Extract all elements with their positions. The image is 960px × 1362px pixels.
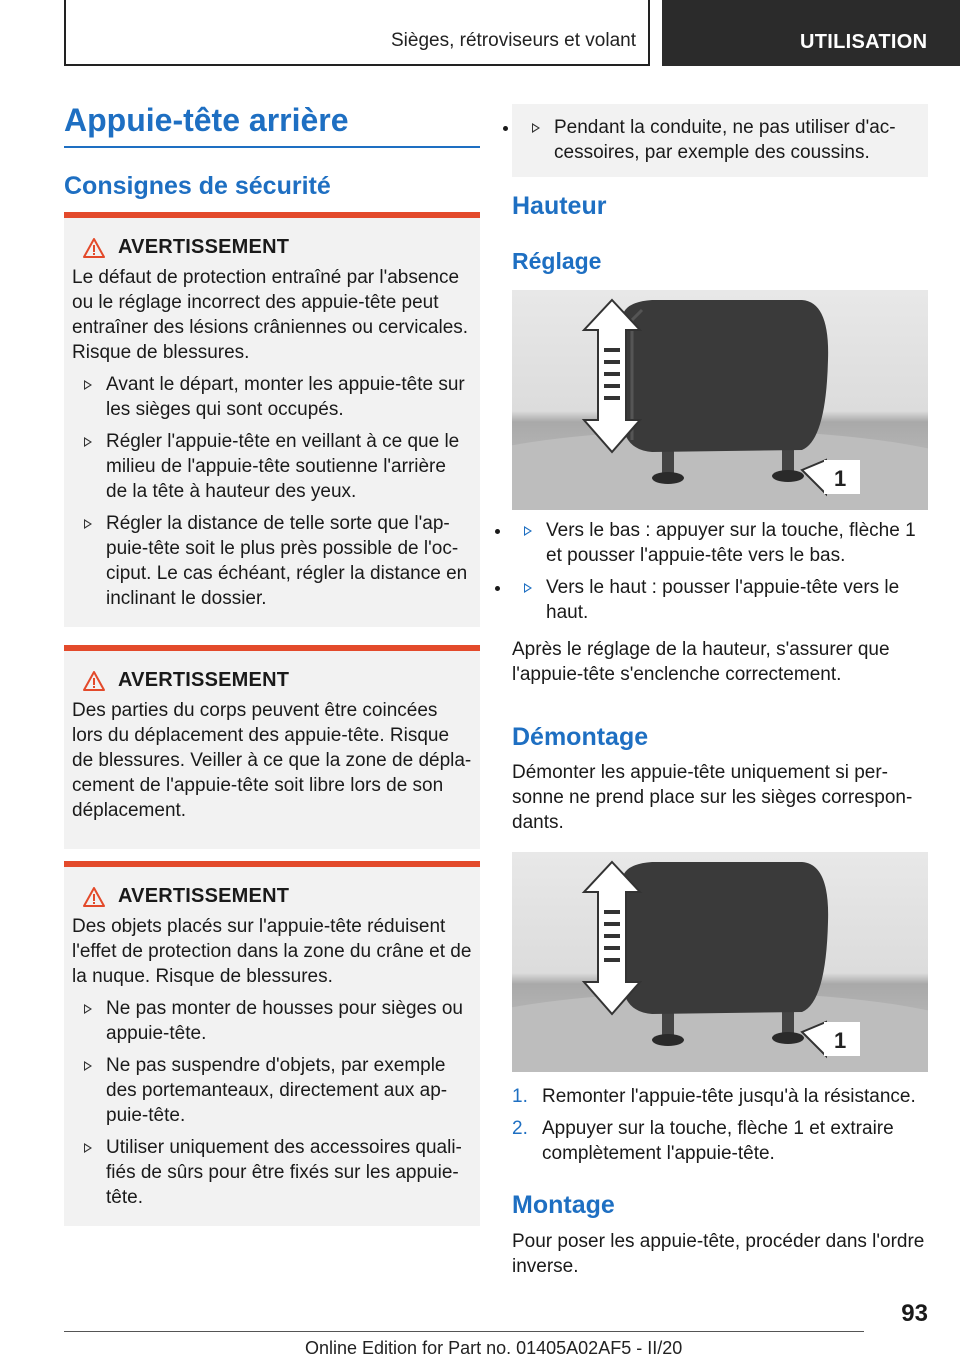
warning-label: AVERTISSEMENT bbox=[118, 669, 290, 691]
warning-label: AVERTISSEMENT bbox=[118, 885, 290, 907]
warning-box-1 bbox=[64, 212, 480, 627]
warning-text: Des objets placés sur l'appuie-tête réduisent l'effet de protection dans la zone du crâne et de la nuque. Risque de blessures. bbox=[72, 916, 472, 987]
header-section-box bbox=[64, 0, 650, 66]
bullet-triangle-icon bbox=[84, 380, 92, 390]
reglage-list bbox=[512, 518, 928, 625]
warning-box-2 bbox=[64, 645, 480, 849]
montage-text: Pour poser les appuie-tête, procéder dans l'ordre inverse. bbox=[512, 1231, 925, 1277]
bullet-triangle-icon bbox=[84, 1004, 92, 1014]
warning-triangle-icon bbox=[82, 670, 106, 692]
list-item: Régler l'appuie-tête en veillant à ce que le milieu de l'appuie-tête soutienne l'arrière de la tête à hauteur des yeux. bbox=[72, 429, 472, 504]
figure-callout-1: 1 bbox=[834, 466, 847, 491]
bullet-triangle-icon bbox=[524, 526, 532, 536]
headrest-illustration bbox=[512, 290, 928, 510]
list-item: 2. Appuyer sur la touche, flèche 1 et extraire complètement l'appuie-tête. bbox=[512, 1118, 894, 1164]
warning-text: Des parties du corps peuvent être coincées lors du déplacement des appuie-tête. Risque de blessures. Veiller à ce que la zone de dépla-cement de l'appuie-tête soit libre lors de son déplacement. bbox=[72, 700, 472, 821]
list-item: 1. Remonter l'appuie-tête jusqu'à la résistance. bbox=[512, 1086, 916, 1107]
list-item: Ne pas monter de housses pour sièges ou appuie-tête. bbox=[72, 996, 472, 1046]
warning-box-3 bbox=[64, 861, 480, 1226]
section-heading-montage: Montage bbox=[512, 1191, 615, 1219]
header-tab bbox=[662, 0, 960, 66]
footer-divider bbox=[64, 1331, 864, 1332]
headrest-adjust-image bbox=[512, 290, 928, 510]
bullet-triangle-icon bbox=[524, 583, 532, 593]
section-heading-safety: Consignes de sécurité bbox=[64, 172, 331, 200]
list-item: Utiliser uniquement des accessoires quali-fiés de sûrs pour être fixés sur les appuie-tête. bbox=[72, 1135, 472, 1210]
bullet-triangle-icon bbox=[532, 123, 540, 133]
headrest-remove-image bbox=[512, 852, 928, 1072]
bullet-triangle-icon bbox=[84, 519, 92, 529]
header-tab-label: UTILISATION bbox=[800, 31, 928, 53]
list-item: • Pendant la conduite, ne pas utiliser d'ac-cessoires, par exemple des coussins. bbox=[520, 115, 920, 165]
list-item: Régler la distance de telle sorte que l'ap-puie-tête soit le plus près possible de l'oc-ciput. Le cas échéant, régler la distance en inclinant le dossier. bbox=[72, 511, 472, 611]
figure-callout-1: 1 bbox=[834, 1028, 847, 1053]
bullet-triangle-icon bbox=[84, 1061, 92, 1071]
bullet-triangle-icon bbox=[84, 437, 92, 447]
warning-text: Le défaut de protection entraîné par l'absence ou le réglage incorrect des appuie-tête peut entraîner des lésions crâniennes ou cervicales. Risque de blessures. bbox=[72, 267, 469, 363]
page-number: 93 bbox=[901, 1300, 928, 1327]
subheading-reglage: Réglage bbox=[512, 248, 602, 274]
warning-triangle-icon bbox=[82, 886, 106, 908]
demontage-text: Démonter les appuie-tête uniquement si per-sonne ne prend place sur les sièges correspon-dants. bbox=[512, 762, 913, 833]
warning-label: AVERTISSEMENT bbox=[118, 236, 290, 258]
reglage-note: Après le réglage de la hauteur, s'assurer que l'appuie-tête s'enclenche correctement. bbox=[512, 639, 890, 685]
list-item: • Vers le bas : appuyer sur la touche, flèche 1 et pousser l'appuie-tête vers le bas. bbox=[512, 518, 928, 568]
continued-warning-box bbox=[512, 104, 928, 177]
headrest-illustration bbox=[512, 852, 928, 1072]
demontage-steps bbox=[512, 1084, 928, 1173]
list-item: • Vers le haut : pousser l'appuie-tête vers le haut. bbox=[512, 575, 928, 625]
title-divider bbox=[64, 146, 480, 148]
bullet-triangle-icon bbox=[84, 1143, 92, 1153]
section-heading-hauteur: Hauteur bbox=[512, 192, 607, 220]
section-heading-demontage: Démontage bbox=[512, 723, 649, 751]
header-section-title: Sièges, rétroviseurs et volant bbox=[390, 30, 636, 51]
list-item: Avant le départ, monter les appuie-tête sur les sièges qui sont occupés. bbox=[72, 372, 472, 422]
page-title: Appuie-tête arrière bbox=[64, 102, 349, 138]
list-item: Ne pas suspendre d'objets, par exemple des portemanteaux, directement aux ap-puie-tête. bbox=[72, 1053, 472, 1128]
footer-edition: Online Edition for Part no. 01405A02AF5 - II/20 bbox=[305, 1338, 683, 1358]
warning-triangle-icon bbox=[82, 237, 106, 259]
